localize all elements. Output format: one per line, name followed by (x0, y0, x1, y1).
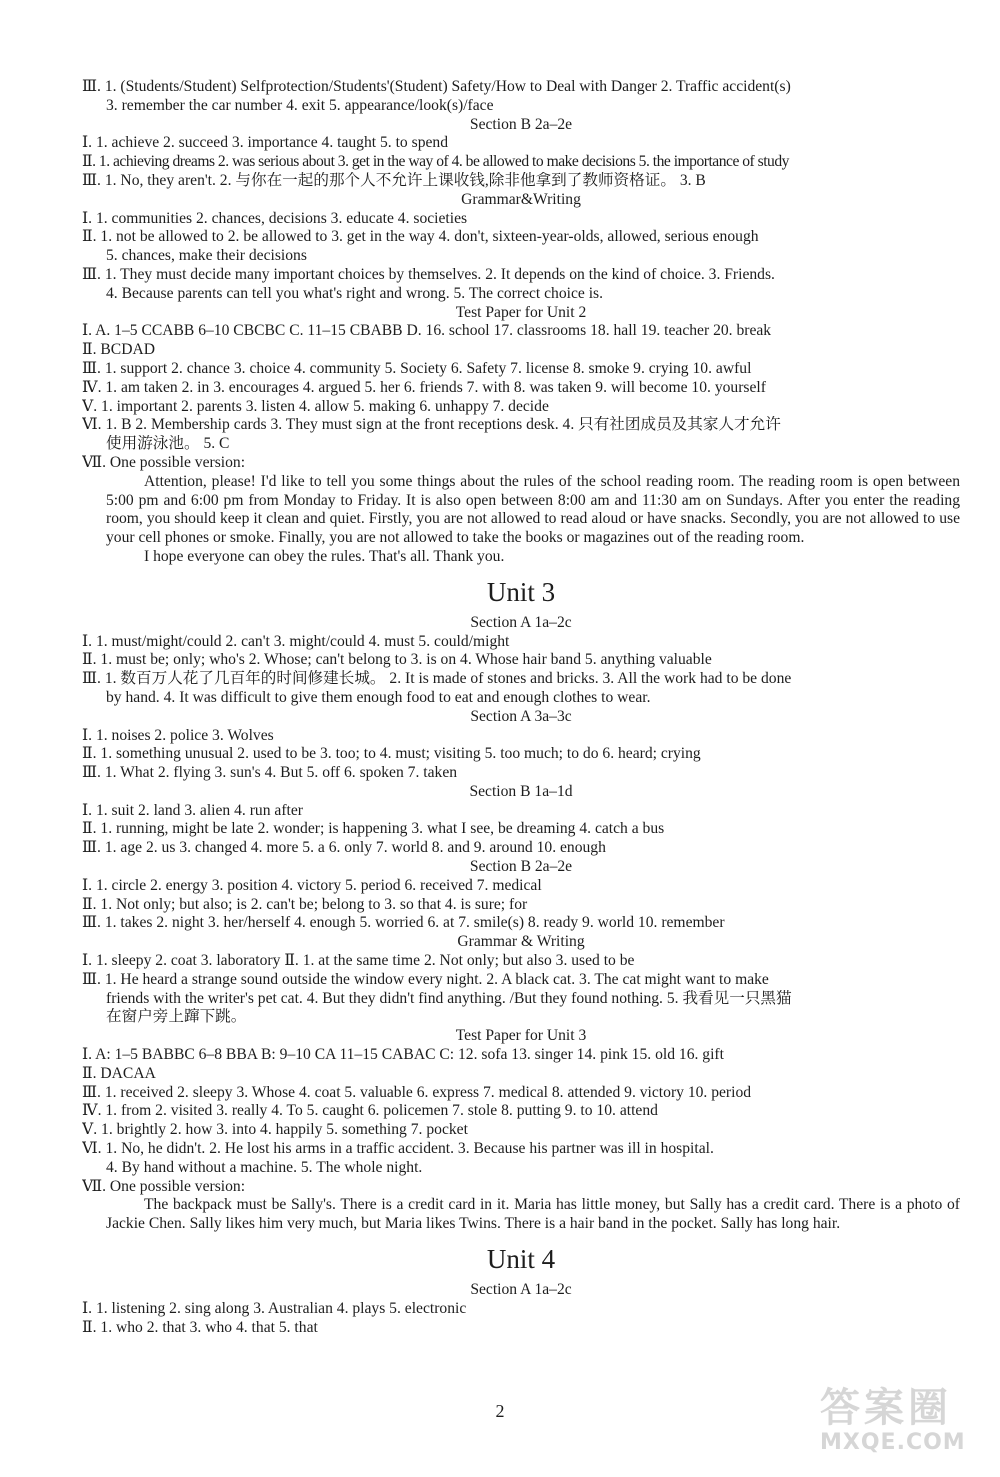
answer-line: Ⅶ. One possible version: (82, 453, 246, 471)
answer-line: Ⅰ. 1. suit 2. land 3. alien 4. run after (82, 801, 303, 819)
sample-essay-paragraph: The backpack must be Sally's. There is a credit card in it. Maria has little money, but Sally has a credit card. There is a photo of Jackie Chen. Sally likes him very much, but Maria likes Twins. There is a hair band in the pocket. Sally has long hair. (106, 1196, 960, 1233)
section-heading: Grammar&Writing (461, 190, 581, 208)
section-heading: Section A 1a–2c (470, 1281, 572, 1299)
answer-line: Ⅰ. 1. communities 2. chances, decisions 3. educate 4. societies (82, 209, 468, 227)
answer-line: Ⅱ. DACAA (82, 1064, 156, 1082)
sample-essay-paragraph: I hope everyone can obey the rules. That's all. Thank you. (144, 547, 505, 565)
section-heading: Test Paper for Unit 3 (455, 1027, 587, 1045)
answer-line: 在窗户旁上蹿下跳。 (106, 1008, 247, 1026)
answer-line: Ⅵ. 1. No, he didn't. 2. He lost his arms in a traffic accident. 3. Because his partner was ill in hospital. (82, 1140, 714, 1158)
answer-line: Ⅳ. 1. am taken 2. in 3. encourages 4. argued 5. her 6. friends 7. with 8. was taken 9. will become 10. yourself (82, 378, 766, 396)
section-heading: Section B 1a–1d (469, 782, 573, 800)
sample-essay-paragraph: Attention, please! I'd like to tell you some things about the rules of the school reading room. The reading room is open between 5:00 pm and 6:00 pm from Monday to Friday. It is also open between 8:00 am and 11:30 am on Sundays. After you enter the reading room, you should keep it clean and quiet. Firstly, you are not allowed to read aloud or have snacks. Secondly, you are not allowed to use your cell phones or smoke. Finally, you are not allowed to take the books or magazines out of the reading room. (106, 472, 960, 547)
watermark-logo (820, 1386, 990, 1470)
section-heading: Test Paper for Unit 2 (455, 303, 587, 321)
answer-line: Ⅲ. 1. No, they aren't. 2. 与你在一起的那个人不允许上课收钱,除非他拿到了教师资格证。 3. B (82, 171, 706, 189)
section-heading: Section B 2a–2e (469, 115, 573, 133)
answer-line: Ⅶ. One possible version: (82, 1177, 246, 1195)
answer-line: Ⅰ. A: 1–5 BABBC 6–8 BBA B: 9–10 CA 11–15 CABAC C: 12. sofa 13. singer 14. pink 15. old 16. gift (82, 1046, 724, 1064)
answer-line: Ⅲ. 1. They must decide many important choices by themselves. 2. It depends on the kind of choice. 3. Friends. (82, 265, 775, 283)
answer-line: 5. chances, make their decisions (106, 247, 307, 265)
answer-line: Ⅰ. 1. noises 2. police 3. Wolves (82, 726, 274, 744)
section-heading: Section A 3a–3c (470, 707, 572, 725)
answer-line: Ⅱ. 1. running, might be late 2. wonder; is happening 3. what I see, be dreaming 4. catch a bus (82, 820, 665, 838)
answer-line: Ⅲ. 1. received 2. sleepy 3. Whose 4. coat 5. valuable 6. express 7. medical 8. attended 9. victory 10. period (82, 1083, 752, 1101)
answer-line: Ⅰ. 1. listening 2. sing along 3. Australian 4. plays 5. electronic (82, 1299, 467, 1317)
answer-line: Ⅲ. 1. age 2. us 3. changed 4. more 5. a 6. only 7. world 8. and 9. around 10. enough (82, 839, 606, 857)
answer-line: Ⅱ. BCDAD (82, 341, 155, 359)
answer-line: Ⅱ. 1. Not only; but also; is 2. can't be; belong to 3. so that 4. is sure; for (82, 895, 528, 913)
answer-line: Ⅰ. 1. achieve 2. succeed 3. importance 4. taught 5. to spend (82, 134, 449, 152)
answer-line: Ⅰ. 1. circle 2. energy 3. position 4. victory 5. period 6. received 7. medical (82, 876, 542, 894)
unit-title: Unit 4 (486, 1244, 556, 1275)
answer-line: 4. By hand without a machine. 5. The whole night. (106, 1158, 423, 1176)
answer-line: Ⅵ. 1. B 2. Membership cards 3. They must sign at the front receptions desk. 4. 只有社团成员及其家人才允许 (82, 416, 781, 434)
answer-line: Ⅰ. 1. sleepy 2. coat 3. laboratory Ⅱ. 1. at the same time 2. Not only; but also 3. used to be (82, 952, 635, 970)
section-heading: Section A 1a–2c (470, 613, 572, 631)
answer-line: Ⅲ. 1. support 2. chance 3. choice 4. community 5. Society 6. Safety 7. license 8. smoke 9. crying 10. awful (82, 359, 752, 377)
answer-line: Ⅲ. 1. (Students/Student) Selfprotection/Students'(Student) Safety/How to Deal with Danger 2. Traffic accident(s) (82, 78, 791, 95)
answer-line: Ⅲ. 1. He heard a strange sound outside the window every night. 2. A black cat. 3. The cat might want to make (82, 970, 769, 988)
watermark-url: MXQE.COM (820, 1430, 966, 1455)
answer-line: friends with the writer's pet cat. 4. But they didn't find anything. /But they found nothing. 5. 我看见一只黑猫 (106, 989, 792, 1007)
watermark-text: 答案圈 (820, 1385, 952, 1431)
answer-line: Ⅳ. 1. from 2. visited 3. really 4. To 5. caught 6. policemen 7. stole 8. putting 9. to 10. attend (82, 1102, 658, 1120)
answer-line: 使用游泳池。 5. C (106, 435, 230, 453)
answer-line: Ⅲ. 1. 数百万人花了几百年的时间修建长城。 2. It is made of stones and bricks. 3. All the work had to be done (82, 670, 792, 688)
answer-line: Ⅴ. 1. brightly 2. how 3. into 4. happily 5. something 7. pocket (82, 1121, 468, 1139)
answer-line: Ⅱ. 1. achieving dreams 2. was serious about 3. get in the way of 4. be allowed to make decisions 5. the importance of study (82, 153, 789, 171)
section-heading: Grammar & Writing (457, 933, 585, 951)
answer-line: Ⅱ. 1. who 2. that 3. who 4. that 5. that (82, 1318, 318, 1336)
answer-line: Ⅱ. 1. must be; only; who's 2. Whose; can't belong to 3. is on 4. Whose hair band 5. anything valuable (82, 651, 712, 669)
answer-line: by hand. 4. It was difficult to give them enough food to eat and enough clothes to wear. (106, 688, 651, 706)
answer-line: Ⅰ. A. 1–5 CCABB 6–10 CBCBC C. 11–15 CBABB D. 16. school 17. classrooms 18. hall 19. teacher 20. break (82, 322, 772, 340)
answer-line: 3. remember the car number 4. exit 5. appearance/look(s)/face (106, 96, 494, 114)
answer-line: Ⅱ. 1. something unusual 2. used to be 3. too; to 4. must; visiting 5. too much; to do 6. heard; crying (82, 745, 701, 763)
unit-title: Unit 3 (486, 576, 556, 607)
answer-line: Ⅱ. 1. not be allowed to 2. be allowed to 3. get in the way 4. don't, sixteen-year-olds, allowed, serious enough (82, 228, 759, 246)
answer-line: Ⅲ. 1. What 2. flying 3. sun's 4. But 5. off 6. spoken 7. taken (82, 764, 458, 782)
page-content (82, 78, 960, 1337)
section-heading: Section B 2a–2e (469, 858, 573, 876)
answer-line: Ⅴ. 1. important 2. parents 3. listen 4. allow 5. making 6. unhappy 7. decide (82, 397, 549, 415)
answer-line: Ⅲ. 1. takes 2. night 3. her/herself 4. enough 5. worried 6. at 7. smile(s) 8. ready 9. world 10. remember (82, 914, 725, 932)
answer-line: Ⅰ. 1. must/might/could 2. can't 3. might/could 4. must 5. could/might (82, 632, 510, 650)
answer-line: 4. Because parents can tell you what's right and wrong. 5. The correct choice is. (106, 284, 604, 302)
page-number: 2 (495, 1401, 505, 1421)
